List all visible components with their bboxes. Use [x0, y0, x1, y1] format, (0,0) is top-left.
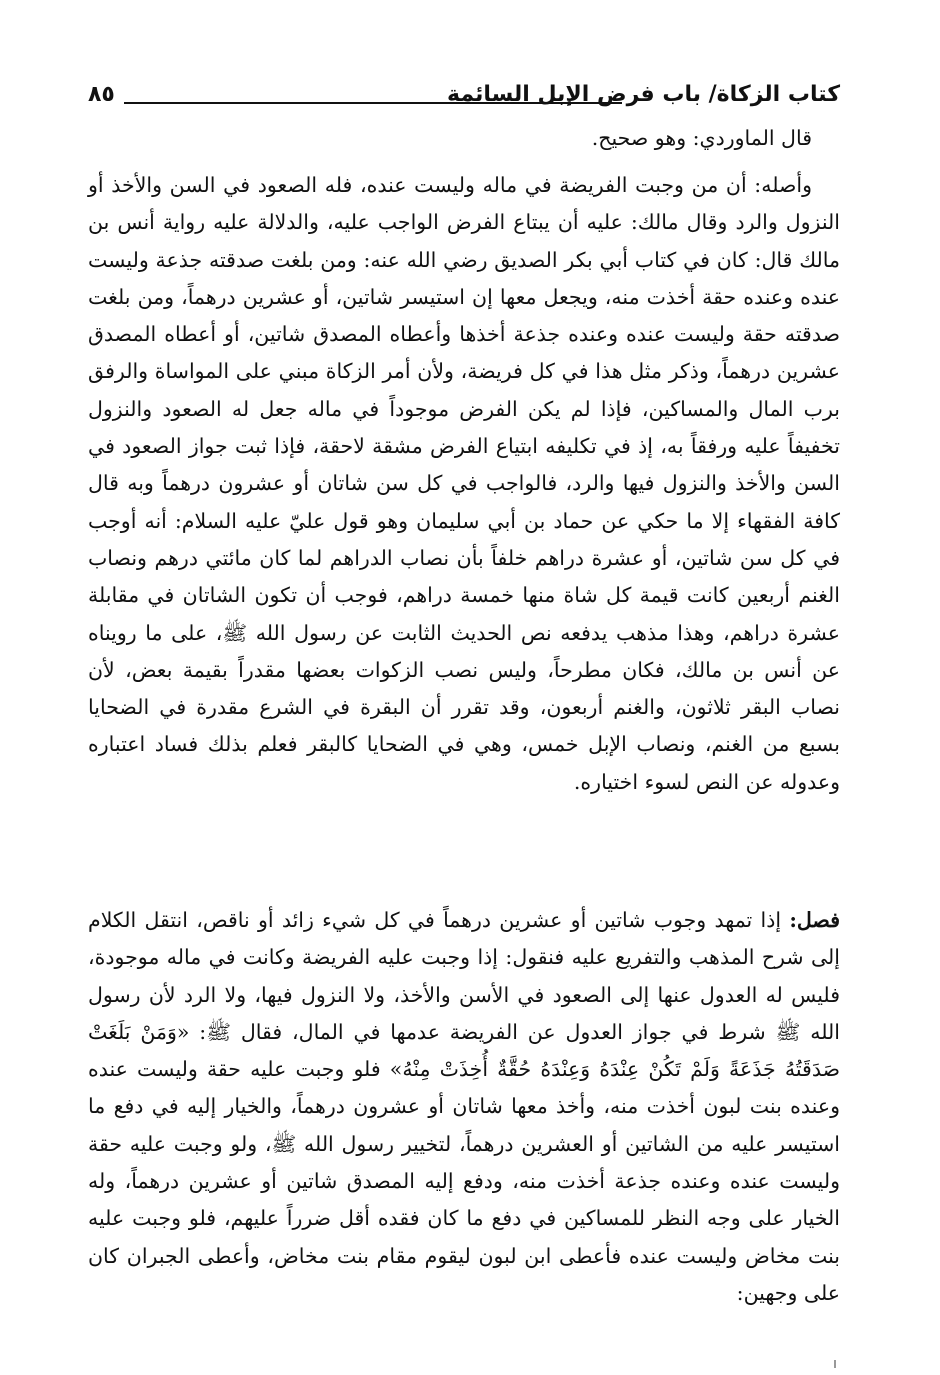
paragraph-block-3: [88, 902, 840, 1312]
scan-mark: [834, 1360, 836, 1368]
book-page: [88, 70, 840, 1350]
paragraph-fasl: [88, 902, 840, 1312]
paragraph-origin: وأصله: أن من وجبت الفريضة في ماله وليست عنده، فله الصعود في السن والأخذ أو النزول والرد وقال مالك: عليه أن يبتاع الفرض الواجب عليه، والدلالة عليه رواية أنس بن مالك قال: كان في كتاب أبي بكر الصديق رضي الله عنه: ومن بلغت صدقته جذعة وليست عنده وعنده حقة أخذت منه، ويجعل معها إن استيسر شاتين، أو عشرين درهماً، ومن بلغت صدقته حقة وليست عنده وعنده جذعة أخذها وأعطاه المصدق شاتين، أو أعطاه المصدق عشرين درهماً، وذكر مثل هذا في كل فريضة، ولأن أمر الزكاة مبني على المواساة والرفق برب المال والمساكين، فإذا لم يكن الفرض موجوداً في ماله جعل له الصعود والنزول تخفيفاً عليه ورفقاً به، إذ في تكليفه ابتياع الفرض مشقة لاحقة، فإذا ثبت جواز الصعود في السن والأخذ والنزول فيها والرد، فالواجب في كل سن شاتان أو عشرون درهماً وبه قال كافة الفقهاء إلا ما حكي عن حماد بن أبي سليمان وهو قول عليّ عليه السلام: أنه أوجب في كل سن شاتين، أو عشرة دراهم خلفاً بأن نصاب الدراهم لما كان مائتي درهم ونصاب الغنم أربعين كانت قيمة كل شاة منها خمسة دراهم، فوجب أن تكون الشاتان في مقابلة عشرة دراهم، وهذا مذهب يدفعه نص الحديث الثابت عن رسول الله ﷺ، على ما رويناه عن أنس بن مالك، فكان مطرحاً، وليس نصب الزكوات بعضها مقدراً بقيمة بعض، لأن نصاب البقر ثلاثون، والغنم أربعون، وقد تقرر أن البقرة في الشرع مقدرة في الضحايا بسبع من الغنم، ونصاب الإبل خمس، وهي في الضحايا كالبقر فعلم بذلك فساد اعتباره وعدوله عن النص لسوء اختياره.: [88, 173, 840, 794]
paragraph-block-1: [88, 120, 840, 157]
fasl-label: فصل:: [789, 908, 840, 932]
header-rule: [124, 102, 622, 104]
running-header: [88, 78, 840, 118]
fasl-text: إذا تمهد وجوب شاتين أو عشرين درهماً في كل شيء زائد أو ناقص، انتقل الكلام إلى شرح المذهب والتفريع عليه فنقول: إذا وجبت عليه الفريضة وكانت في ماله موجودة، فليس له العدول عنها إلى الصعود في الأسن والأخذ، ولا النزول فيها، ولا الرد لأن رسول الله ﷺ شرط في جواز العدول عن الفريضة عدمها في المال، فقال ﷺ: «وَمَنْ بَلَغَتْ صَدَقَتُهُ جَذَعَةً وَلَمْ تَكُنْ عِنْدَهُ وَعِنْدَهُ حُقَّةٌ أُخِذَتْ مِنْهُ» فلو وجبت عليه حقة وليست عنده وعنده بنت لبون أخذت منه، وأخذ معها شاتان أو عشرون درهماً، والخيار إليه في دفع ما استيسر عليه من الشاتين أو العشرين درهماً، لتخيير رسول الله ﷺ، ولو وجبت عليه حقة وليست عنده وعنده جذعة أخذت منه، ودفع إليه المصدق شاتين أو عشرين درهماً، وله الخيار على وجه النظر للمساكين في دفع ما كان فقده أقل ضرراً عليهم، فلو وجبت عليه بنت مخاض وليست عنده فأعطى ابن لبون ليقوم مقام بنت مخاض، وأعطى الجبران كان على وجهين:: [88, 908, 840, 1305]
chapter-title: كتاب الزكاة/ باب فرض الإبل السائمة: [447, 82, 840, 107]
page-number: ٨٥: [88, 82, 115, 107]
paragraph-mawardi: قال الماوردي: وهو صحيح.: [591, 126, 812, 150]
paragraph-block-2: [88, 167, 840, 801]
